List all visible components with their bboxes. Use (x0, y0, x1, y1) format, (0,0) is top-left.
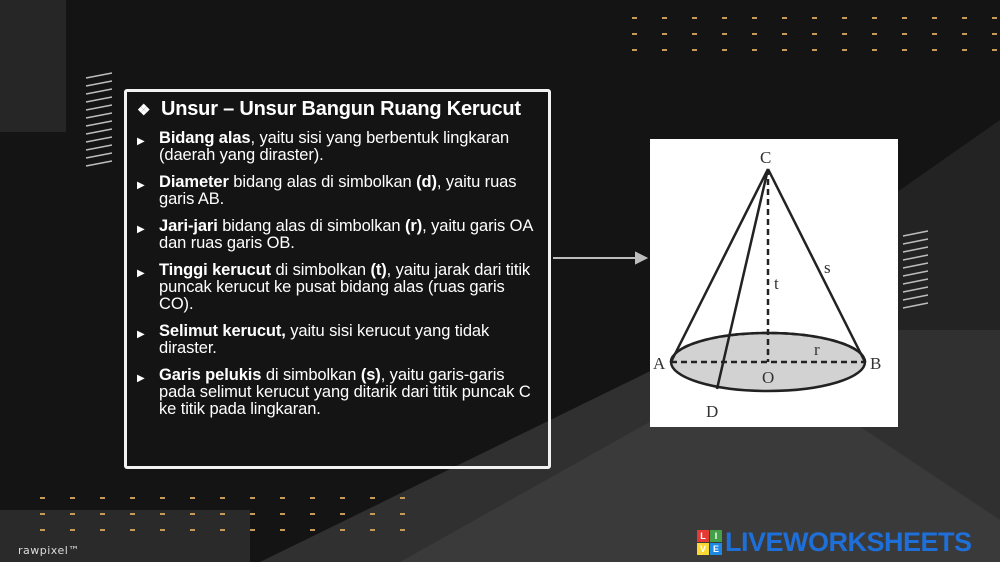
triangle-bullet-icon: ▶ (137, 268, 145, 279)
heading-text: Unsur – Unsur Bangun Ruang Kerucut (161, 98, 521, 120)
list-item: ▶ Tinggi kerucut di simbolkan (t), yaitu jarak dari titik puncak kerucut ke pusat bidang alas (ruas garis CO). (137, 261, 531, 313)
label-s: s (824, 258, 831, 277)
label-a: A (653, 354, 666, 373)
diamond-bullet-icon: ❖ (137, 101, 151, 119)
triangle-bullet-icon: ▶ (137, 136, 145, 147)
label-t: t (774, 274, 779, 293)
triangle-bullet-icon: ▶ (137, 180, 145, 191)
cone-diagram (650, 139, 898, 427)
list-item: ▶ Jari-jari bidang alas di simbolkan (r), yaitu garis OA dan ruas garis OB. (137, 217, 533, 252)
connector-arrow (553, 253, 646, 263)
rawpixel-watermark: rawpixel™ (18, 544, 80, 557)
list-item: ▶ Selimut kerucut, yaitu sisi kerucut yang tidak diraster. (137, 322, 490, 357)
definition-list (137, 130, 538, 418)
label-d: D (706, 402, 719, 421)
liveworksheets-brand (697, 527, 972, 558)
section-heading (137, 98, 538, 121)
list-item: ▶ Garis pelukis di simbolkan (s), yaitu garis-garis pada selimut kerucut yang ditarik dari titik puncak C ke titik pada lingkaran. (137, 366, 531, 418)
list-item: ▶ Bidang alas, yaitu sisi yang berbentuk lingkaran (daerah yang diraster). (137, 129, 510, 164)
liveworksheets-logo-icon: L I V E (697, 530, 722, 555)
triangle-bullet-icon: ▶ (137, 224, 145, 235)
triangle-bullet-icon: ▶ (137, 373, 145, 384)
triangle-bullet-icon: ▶ (137, 329, 145, 340)
label-b: B (870, 354, 882, 373)
list-item: ▶ Diameter bidang alas di simbolkan (d), yaitu ruas garis AB. (137, 173, 517, 208)
label-r: r (814, 340, 820, 359)
label-c: C (760, 148, 772, 167)
content-box (124, 89, 551, 469)
label-o: O (762, 368, 775, 387)
liveworksheets-text: LIVEWORKSHEETS (725, 527, 972, 557)
